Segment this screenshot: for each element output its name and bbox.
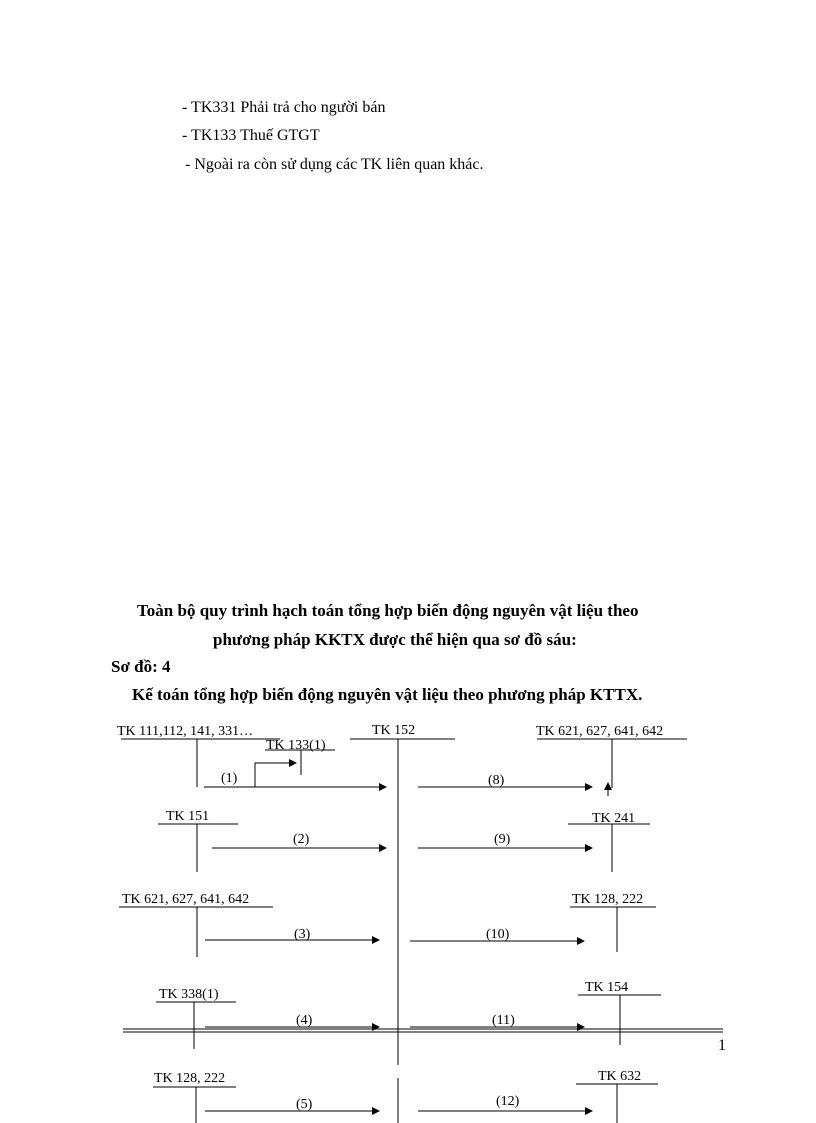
intro-line-3: - Ngoài ra còn sử dụng các TK liên quan khác. <box>185 156 484 173</box>
label-tk632: TK 632 <box>598 1069 642 1084</box>
label-tk621-left: TK 621, 627, 641, 642 <box>122 892 250 907</box>
diagram-title: Kế toán tổng hợp biến động nguyên vật liệu theo phương pháp KTTX. <box>132 685 643 704</box>
flow-label-1: (1) <box>221 771 238 786</box>
diagram-number: Sơ đồ: 4 <box>111 657 171 676</box>
label-tk133: TK 133(1) <box>266 738 326 753</box>
flow-label-8: (8) <box>488 773 505 788</box>
intro-line-1: - TK331 Phải trả cho người bán <box>182 99 386 116</box>
flow-label-12: (12) <box>496 1094 520 1109</box>
flow-label-9: (9) <box>494 832 511 847</box>
heading-line-1: Toàn bộ quy trình hạch toán tổng hợp biến động nguyên vật liệu theo <box>137 601 639 620</box>
flow-label-3: (3) <box>294 927 311 942</box>
label-tk154: TK 154 <box>585 980 629 995</box>
flow-label-2: (2) <box>293 832 310 847</box>
label-tk128-right: TK 128, 222 <box>572 892 644 907</box>
label-tk621-right: TK 621, 627, 641, 642 <box>536 724 664 739</box>
tk133-branch <box>255 763 286 787</box>
label-tk338: TK 338(1) <box>159 987 219 1002</box>
label-tk128-left: TK 128, 222 <box>154 1071 226 1086</box>
intro-line-2: - TK133 Thuế GTGT <box>182 127 320 144</box>
page-number: 1 <box>718 1037 726 1054</box>
label-tk111: TK 111,112, 141, 331… <box>117 724 254 739</box>
label-tk241: TK 241 <box>592 811 636 826</box>
label-tk151: TK 151 <box>166 809 210 824</box>
flow-label-4: (4) <box>296 1013 313 1028</box>
flow-label-10: (10) <box>486 927 510 942</box>
label-tk152: TK 152 <box>372 723 416 738</box>
heading-line-2: phương pháp KKTX được thể hiện qua sơ đồ sáu: <box>213 630 577 649</box>
flow-label-5: (5) <box>296 1097 313 1112</box>
flow-label-11: (11) <box>492 1013 515 1028</box>
